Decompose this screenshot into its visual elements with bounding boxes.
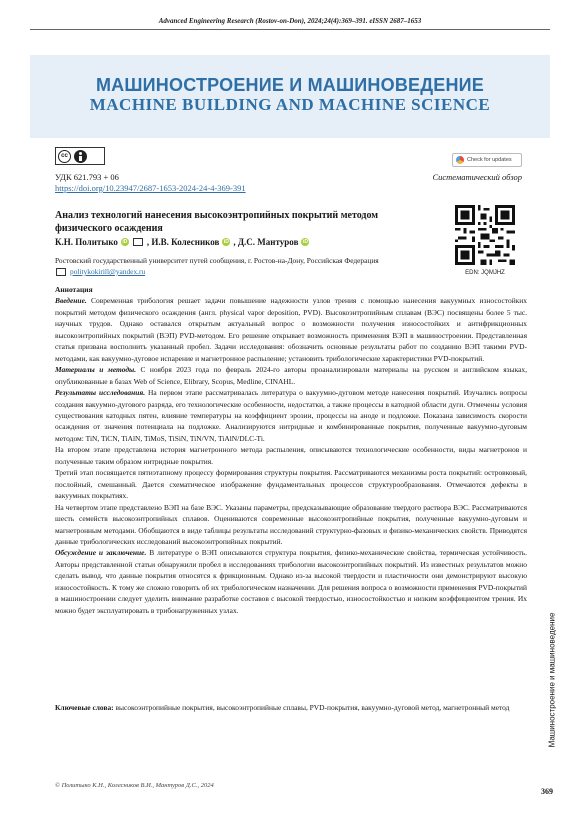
keywords bbox=[55, 702, 527, 713]
journal-header: Advanced Engineering Research (Rostov-on-Don), 2024;24(4):369–391. eISSN 2687–1653 bbox=[158, 17, 422, 25]
email-link[interactable]: politykokirill@yandex.ru bbox=[70, 267, 146, 276]
orcid-icon[interactable]: iD bbox=[223, 239, 229, 245]
abstract bbox=[55, 284, 527, 616]
qr-code-icon bbox=[455, 205, 515, 265]
article-title: Анализ технологий нанесения высокоэнтропийных покрытий методом физического осаждения bbox=[55, 210, 379, 234]
article-type: Систематический обзор bbox=[432, 172, 522, 182]
header-rule bbox=[30, 29, 550, 30]
keywords-text: высокоэнтропийные покрытия, высокоэнтропийные сплавы, PVD-покрытия, вакуумно-дуговой метод, магнетронный метод bbox=[113, 703, 510, 712]
intro-text: Современная трибология решает задачи повышение надежности узлов трения с помощью нанесения вакуумных износостойких покрытий методом физического осаждения (англ. physical vapor deposition, PVD). Высокоэнтропийным сплавам (ВЭС) посвящены более 5 тыс. научных трудов. Однако оставался открытым актуальный вопрос о возможности получения износостойких и антифрикционных высокоэнтропийных покрытий (ВЭП) PVD-методом. Его решение открывает возможность применения ВЭП в машиностроении. Представленная статья призвана восполнить указанный пробел. Задачи исследования: обозначить основные результаты работ по созданию ВЭП такими PVD-методами, как вакуумно-дуговое испарение и магнетронное распыление; установить трибологические характеристики PVD-покрытий. bbox=[55, 296, 527, 363]
cc-icon: cc bbox=[58, 150, 71, 163]
affiliation: Ростовский государственный университет путей сообщения, г. Ростов-на-Дону, Российская Федерация bbox=[55, 256, 379, 265]
cc-license-badge[interactable] bbox=[55, 147, 105, 165]
edn-code: EDN: JQMJHZ bbox=[465, 270, 505, 276]
keywords-label: Ключевые слова: bbox=[55, 703, 114, 712]
author-name: , Д.С. Мантуров bbox=[233, 237, 299, 247]
side-section-label bbox=[545, 580, 559, 780]
check-for-updates-badge[interactable] bbox=[452, 153, 522, 167]
author-name: К.Н. Политыко bbox=[55, 237, 118, 247]
abstract-heading: Аннотация bbox=[55, 285, 93, 294]
discussion-text: В литературе о ВЭП описываются структура покрытия, физико-механические свойства, термическая устойчивость. Авторы представленной статьи обнаружили пробел в исследованиях трибологии высокоэнтропийных покрытий. Из известных результатов можно сделать вывод, что данные покрытия относятся к фрикционным. Однако из-за высокой твердости и пластичности они демонстрируют высокую износостойкость. К тому же сложно говорить об их трибологическом назначении. Для решения вопроса о возможности применения PVD-покрытий в машиностроении следует уделить внимание разработке составов с высокой твердостью, износостойкостью и низким коэффициентом трения. Их можно будет эксплуатировать в трибонагруженных узлах. bbox=[55, 548, 527, 615]
abstract-paragraph: На четвертом этапе представлено ВЭП на базе ВЭС. Указаны параметры, предсказывающие образование твердого раствора ВЭС. Рассматриваются шесть семейств высокоэнтропийных сплавов. Оцениваются современные высокоэнтропийные покрытия, полученные вакуумно-дуговым и магнетронным методами. Обобщаются в виде таблицы результаты исследований структурно-фазовых и физико-механических свойств. Приводятся данные трибологических исследований высокоэнтропийных покрытий. bbox=[55, 502, 527, 546]
abstract-methods bbox=[55, 364, 527, 387]
crossmark-icon bbox=[456, 156, 464, 164]
section-title-en: MACHINE BUILDING AND MACHINE SCIENCE bbox=[89, 95, 491, 114]
abstract-intro bbox=[55, 295, 527, 364]
discussion-label: Обсуждение и заключение. bbox=[55, 548, 147, 558]
abstract-paragraph: Третий этап посвящается пятиэтапному процессу формирования структуры покрытия. Рассматриваются механизмы роста покрытий: островковый, послойный, смешанный. Дается схематическое изображение фундаментальных процессов структурообразования. Отмечаются дефекты в вакуумных покрытиях. bbox=[55, 468, 527, 501]
author-list bbox=[55, 237, 310, 247]
check-updates-label: Check for updates bbox=[467, 157, 512, 163]
page-number: 369 bbox=[541, 787, 553, 796]
orcid-icon[interactable]: iD bbox=[302, 239, 308, 245]
results-label: Результаты исследования. bbox=[55, 388, 146, 398]
side-label-text: Машиностроение и машиноведение bbox=[547, 612, 557, 748]
methods-label: Материалы и методы. bbox=[55, 365, 137, 375]
abstract-discussion bbox=[55, 547, 527, 616]
udk-code: УДК 621.793 + 06 bbox=[55, 172, 119, 182]
author-name: , И.В. Колесников bbox=[146, 237, 220, 247]
methods-text: С ноября 2023 года по февраль 2024-го авторы проанализировали материалы на русском и английском языках, опубликованные в базах Web of Science, Elibrary, Scopus, Medline, CINAHL. bbox=[55, 365, 527, 386]
mail-icon bbox=[56, 268, 66, 276]
abstract-results bbox=[55, 387, 527, 444]
section-title-ru: МАШИНОСТРОЕНИЕ И МАШИНОВЕДЕНИЕ bbox=[95, 75, 485, 95]
results-text: На первом этапе рассматривалась литература о вакуумно-дуговом методе нанесения покрытий. Изучались вопросы создания вакуумно-дугового разряда, его технологические особенности, недостатки, а также процессы в катодной области дуги. Отмечены условия существования катодных пятен, влияние температуры на коэффициент эрозии, процессы на аноде и подложке. Показана зависимость скорости осаждения от значения потенциала на подложке. Анализируются нитридные и комбинированные покрытия, полученные вакуумно-дуговым методом: TiN, TiCN, TiAlN, TiMoS, TiSiN, TiN/VN, TiAlN/DLC-Ti. bbox=[55, 388, 528, 443]
abstract-paragraph: На втором этапе представлена история магнетронного метода распыления, описываются технологические особенности, виды магнетронов и полученные таким образом нитридные покрытия. bbox=[55, 445, 527, 466]
contact-email bbox=[55, 267, 145, 276]
attribution-icon bbox=[74, 150, 87, 163]
doi-link[interactable]: https://doi.org/10.23947/2687-1653-2024-24-4-369-391 bbox=[55, 183, 246, 193]
intro-label: Введение. bbox=[55, 296, 87, 306]
copyright: © Политыко К.Н., Колесников В.И., Мантуров Д.С., 2024 bbox=[55, 782, 214, 789]
orcid-icon[interactable]: iD bbox=[122, 239, 128, 245]
mail-icon bbox=[133, 238, 143, 246]
